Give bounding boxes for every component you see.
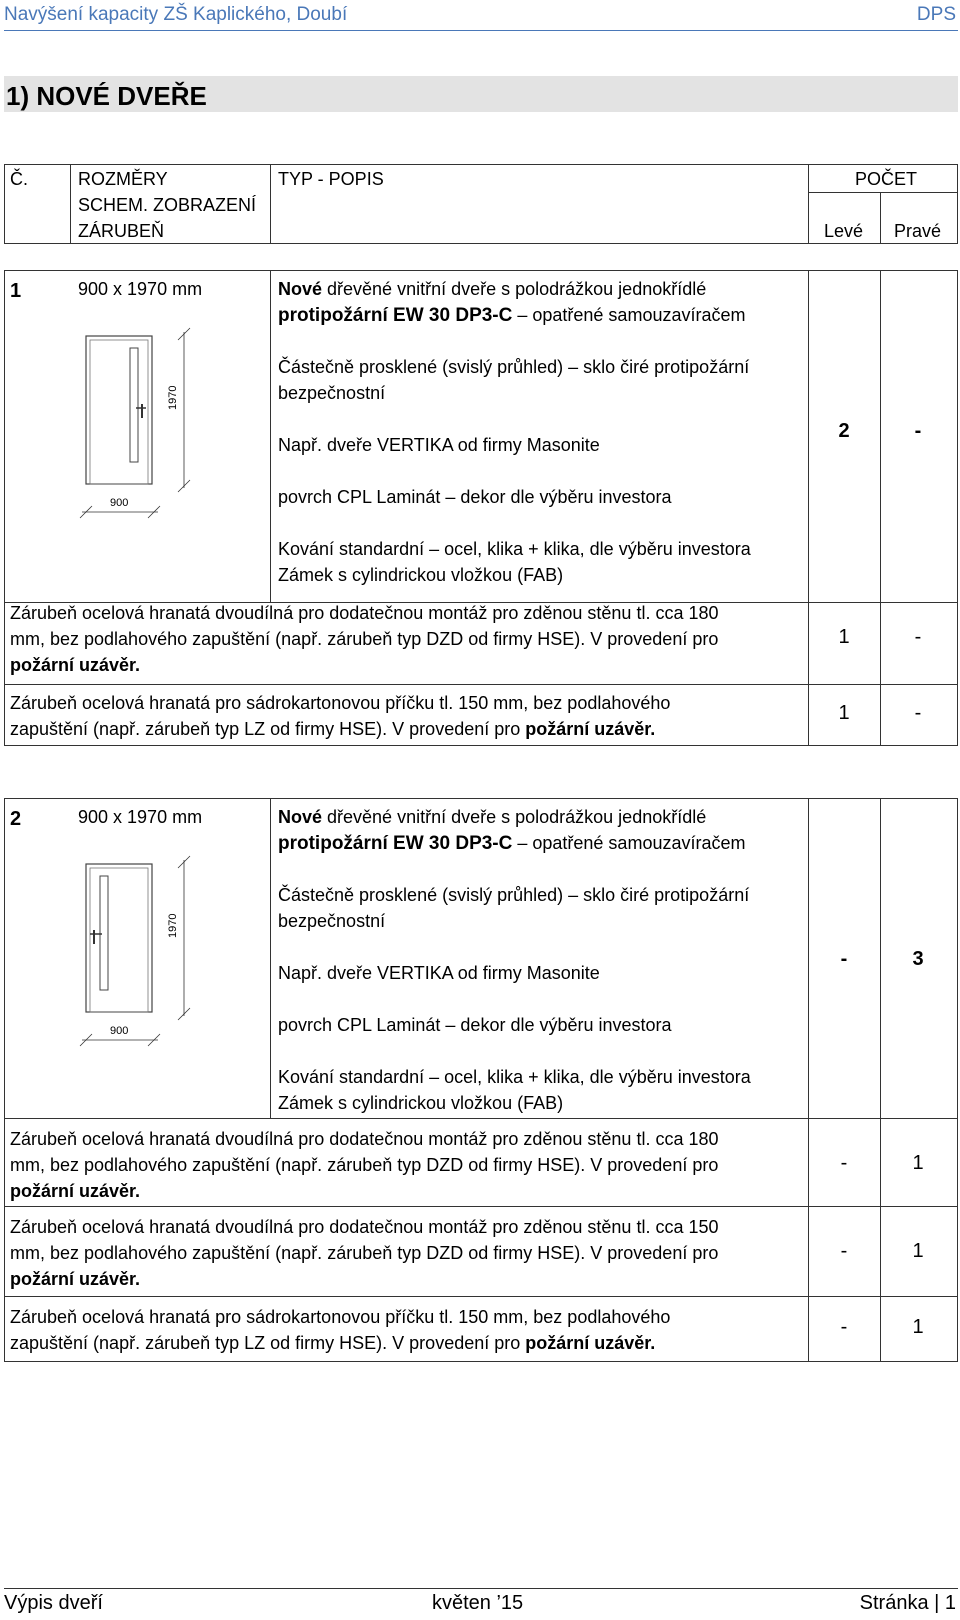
door-1-glass: Částečně prosklené (svislý průhled) – sklo čiré protipožární [278,357,750,377]
door-2-frame-2-line3: požární uzávěr. [10,1269,141,1289]
header-col-schema: SCHEM. ZOBRAZENÍ [78,195,257,215]
door-2-desc-line1: Nové dřevěné vnitřní dveře s polodrážkou jednokřídlé [278,807,707,827]
header-col-no: Č. [10,169,28,189]
footer-doc-name: Výpis dveří [4,1592,103,1614]
door-2-frame-3-count-left: - [840,1316,848,1338]
door-1-frame-1-line2: mm, bez podlahového zapuštění (např. zárubeň typ DZD od firmy HSE). V provedení pro [10,629,719,649]
door-1-number: 1 [10,280,22,302]
door-1-count-right: - [914,420,922,442]
door-2-frame-3-line2: zapuštění (např. zárubeň typ LZ od firmy HSE). V provedení pro požární uzávěr. [10,1333,656,1353]
door-2-schematic [74,854,204,1054]
door-1-dim-width: 900 [110,497,129,509]
header-col-frame: ZÁRUBEŇ [78,221,165,241]
door-1-frame-2-line1: Zárubeň ocelová hranatá pro sádrokartonovou příčku tl. 150 mm, bez podlahového [10,693,671,713]
door-2-count-right: 3 [912,948,924,970]
header-col-type: TYP - POPIS [278,169,384,189]
door-1-desc-line1: Nové dřevěné vnitřní dveře s polodrážkou jednokřídlé [278,279,707,299]
door-2-frame-2-line2: mm, bez podlahového zapuštění (např. zárubeň typ DZD od firmy HSE). V provedení pro [10,1243,719,1263]
door-2-number: 2 [10,808,22,830]
door-1-schematic [74,326,204,526]
header-rule [4,30,958,31]
door-2-glass-2: bezpečnostní [278,911,386,931]
door-1-frame-1-count-right: - [914,626,922,648]
door-1-glass-2: bezpečnostní [278,383,386,403]
door-2-desc-line2: protipožární EW 30 DP3-C – opatřené samouzavíračem [278,833,746,854]
door-1-example: Např. dveře VERTIKA od firmy Masonite [278,435,600,455]
footer-date: květen ’15 [432,1592,524,1614]
door-1-lock: Zámek s cylindrickou vložkou (FAB) [278,565,564,585]
project-title: Navýšení kapacity ZŠ Kaplického, Doubí [4,4,348,25]
door-2-dim-width: 900 [110,1025,129,1037]
door-1-frame-1-line3: požární uzávěr. [10,655,141,675]
door-1-frame-1-count-left: 1 [838,626,850,648]
section-title: 1) NOVÉ DVEŘE [6,81,207,111]
door-2-frame-2-count-left: - [840,1240,848,1262]
door-1-hardware: Kování standardní – ocel, klika + klika, dle výběru investora [278,539,751,559]
door-2-example: Např. dveře VERTIKA od firmy Masonite [278,963,600,983]
door-2-frame-1-line2: mm, bez podlahového zapuštění (např. zárubeň typ DZD od firmy HSE). V provedení pro [10,1155,719,1175]
project-stage: DPS [916,4,956,25]
header-col-dims: ROZMĚRY [78,169,168,189]
footer-page: Stránka | 1 [859,1592,956,1614]
door-2-glass: Částečně prosklené (svislý průhled) – sklo čiré protipožární [278,885,750,905]
door-2-frame-3-line1: Zárubeň ocelová hranatá pro sádrokartonovou příčku tl. 150 mm, bez podlahového [10,1307,671,1327]
header-col-right: Pravé [894,221,942,241]
door-2-frame-1-line1: Zárubeň ocelová hranatá dvoudílná pro dodatečnou montáž pro zděnou stěnu tl. cca 180 [10,1129,719,1149]
door-1-frame-2-count-right: - [914,702,922,724]
footer-rule [4,1588,958,1589]
door-2-size: 900 x 1970 mm [78,807,203,827]
door-2-frame-1-count-right: 1 [912,1152,924,1174]
door-2-dim-height: 1970 [167,913,179,938]
header-col-left: Levé [824,221,864,241]
door-1-frame-2-count-left: 1 [838,702,850,724]
header-col-count: POČET [855,169,918,189]
door-1-surface: povrch CPL Laminát – dekor dle výběru investora [278,487,672,507]
door-2-lock: Zámek s cylindrickou vložkou (FAB) [278,1093,564,1113]
door-2-count-left: - [840,948,848,970]
door-2-frame-1-line3: požární uzávěr. [10,1181,141,1201]
door-2-frame-2-count-right: 1 [912,1240,924,1262]
door-2-frame-1-count-left: - [840,1152,848,1174]
door-2-frame-2-line1: Zárubeň ocelová hranatá dvoudílná pro dodatečnou montáž pro zděnou stěnu tl. cca 150 [10,1217,719,1237]
door-2-surface: povrch CPL Laminát – dekor dle výběru investora [278,1015,672,1035]
door-2-frame-3-count-right: 1 [912,1316,924,1338]
door-1-desc-line2: protipožární EW 30 DP3-C – opatřené samouzavíračem [278,305,746,326]
door-2-hardware: Kování standardní – ocel, klika + klika, dle výběru investora [278,1067,751,1087]
door-1-frame-2-line2: zapuštění (např. zárubeň typ LZ od firmy HSE). V provedení pro požární uzávěr. [10,719,656,739]
door-1-count-left: 2 [838,420,850,442]
section-heading [4,76,958,112]
door-1-dim-height: 1970 [167,385,179,410]
door-1-frame-1-line1: Zárubeň ocelová hranatá dvoudílná pro dodatečnou montáž pro zděnou stěnu tl. cca 180 [10,603,719,623]
door-1-size: 900 x 1970 mm [78,279,203,299]
